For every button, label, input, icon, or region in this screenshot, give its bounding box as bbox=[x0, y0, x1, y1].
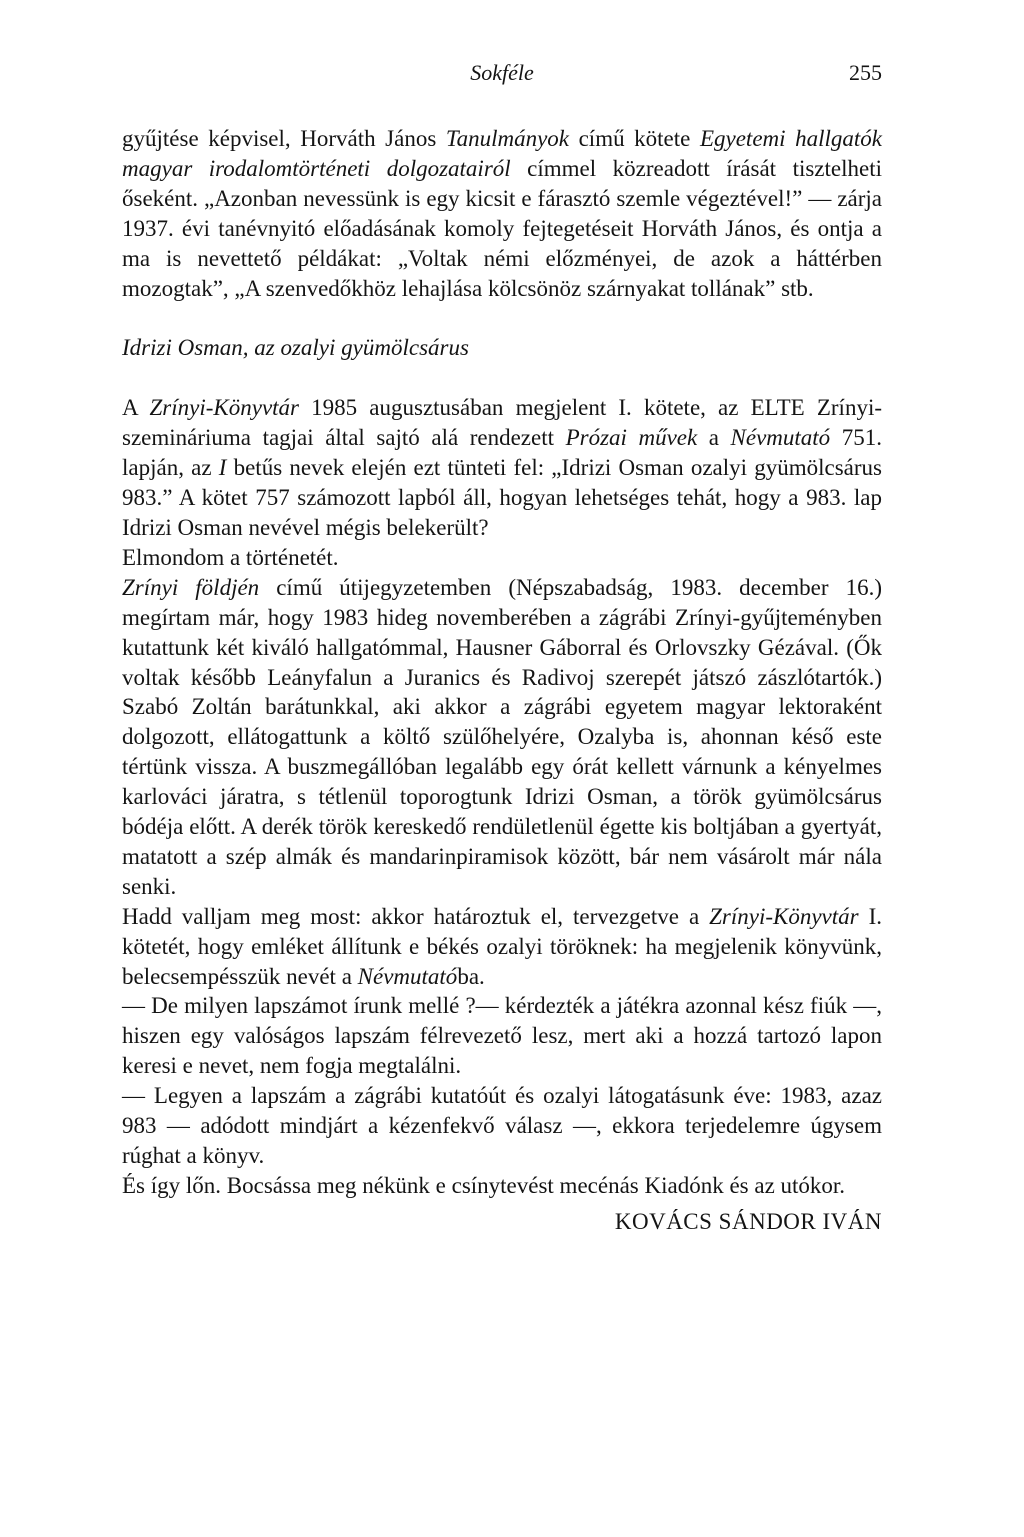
book-title: Névmutató bbox=[357, 963, 458, 989]
author-signature: KOVÁCS SÁNDOR IVÁN bbox=[614, 1208, 882, 1234]
running-head bbox=[122, 60, 882, 94]
running-title: Sokféle bbox=[470, 60, 534, 85]
paragraph-1: gyűjtése képvisel, Horváth János Tanulmányok című kötete Egyetemi hallgatók magyar irodalomtörténeti dolgozatairól címmel közreadott írását tisztelheti őseként. „Azonban nevessünk is egy kicsit e fárasztó szemle végeztével!” — zárja 1937. évi tanévnyitó előadásának komoly fejtegetéseit Horváth János, és ontja a ma is nevettető példákat: „Voltak némi előzményei, de azok a háttérben mozogtak”, „A szenvedőkhöz lehajlása kölcsönöz szárnyakat tollának” stb. bbox=[122, 126, 883, 301]
paragraph-6: — De milyen lapszámot írunk mellé ?— kérdezték a játékra azonnal kész fiúk —, hiszen egy valóságos lapszám félrevezető lesz, mert aki a hozzá tartozó lapon keresi e nevet, nem fogja megtalálni. bbox=[122, 993, 882, 1079]
page-number: 255 bbox=[849, 60, 882, 85]
paragraph-3: Elmondom a történetét. bbox=[122, 544, 339, 570]
book-title: Egyetemi hallgatók magyar irodalomtörténeti dolgozatairól bbox=[122, 126, 883, 181]
paragraph-2: A Zrínyi-Könyvtár 1985 augusztusában megjelent I. kötete, az ELTE Zrínyi-szemináriuma tagjai által sajtó alá rendezett Prózai művek a Névmutató 751. lapján, az I betűs nevek elején ezt tünteti fel: „Idrizi Osman ozalyi gyümölcsárus 983.” A kötet 757 számozott lapból áll, hogyan lehetséges tehát, hogy a 983. lap Idrizi Osman nevével mégis belekerült? bbox=[122, 395, 882, 540]
section-heading: Idrizi Osman, az ozalyi gyümölcsárus bbox=[122, 335, 469, 361]
letter-emphasis: I bbox=[218, 455, 227, 481]
book-title: Zrínyi-Könyvtár bbox=[149, 395, 299, 421]
article-body bbox=[122, 124, 882, 1237]
paragraph-5: Hadd valljam meg most: akkor határoztuk el, tervezgetve a Zrínyi-Könyvtár I. kötetét, hogy emléket állítunk e békés ozalyi töröknek: ha megjelenik könyvünk, belecsempésszük nevét a Névmutatóba. bbox=[122, 903, 882, 989]
book-title: Prózai művek bbox=[565, 425, 698, 451]
book-title: Tanulmányok bbox=[445, 126, 569, 151]
book-title: Zrínyi-Könyvtár bbox=[709, 903, 859, 929]
book-page bbox=[122, 60, 882, 1237]
paragraph-7: — Legyen a lapszám a zágrábi kutatóút és ozalyi látogatásunk éve: 1983, azaz 983 — adódott mindjárt a kézenfekvő válasz —, ekkora terjedelemre úgysem rúghat a könyv. bbox=[122, 1083, 882, 1168]
paragraph-4: Zrínyi földjén című útijegyzetemben (Népszabadság, 1983. december 16.) megírtam már, hogy 1983 hideg novemberében a zágrábi Zrínyi-gyűjteményben kutattunk két kiváló hallgatómmal, Hausner Gáborral és Orlovszky Gézával. (Ők voltak később Leányfalun a Juranics és Radivoj szerepét játszó zászlótartók.) Szabó Zoltán barátunkkal, aki akkor a zágrábi egyetem magyar lektoraként dolgozott, ellátogattunk a költő szülőhelyére, Ozalyba is, ahonnan késő este tértünk vissza. A buszmegállóban legalább egy órát kellett várnunk a kényelmes karlováci járatra, s tétlenül toporogtunk Idrizi Osman, a török gyümölcsárus bódéja előtt. A derék török kereskedő rendületlenül égette kis boltjában a gyertyát, matatott a szép almák és mandarinpiramisok között, bár nem vásárolt már nála senki. bbox=[122, 574, 882, 899]
paragraph-8: És így lőn. Bocsássa meg nékünk e csínytevést mecénás Kiadónk és az utókor. bbox=[122, 1172, 846, 1198]
book-title: Zrínyi földjén bbox=[122, 574, 260, 600]
book-title: Névmutató bbox=[730, 425, 831, 451]
